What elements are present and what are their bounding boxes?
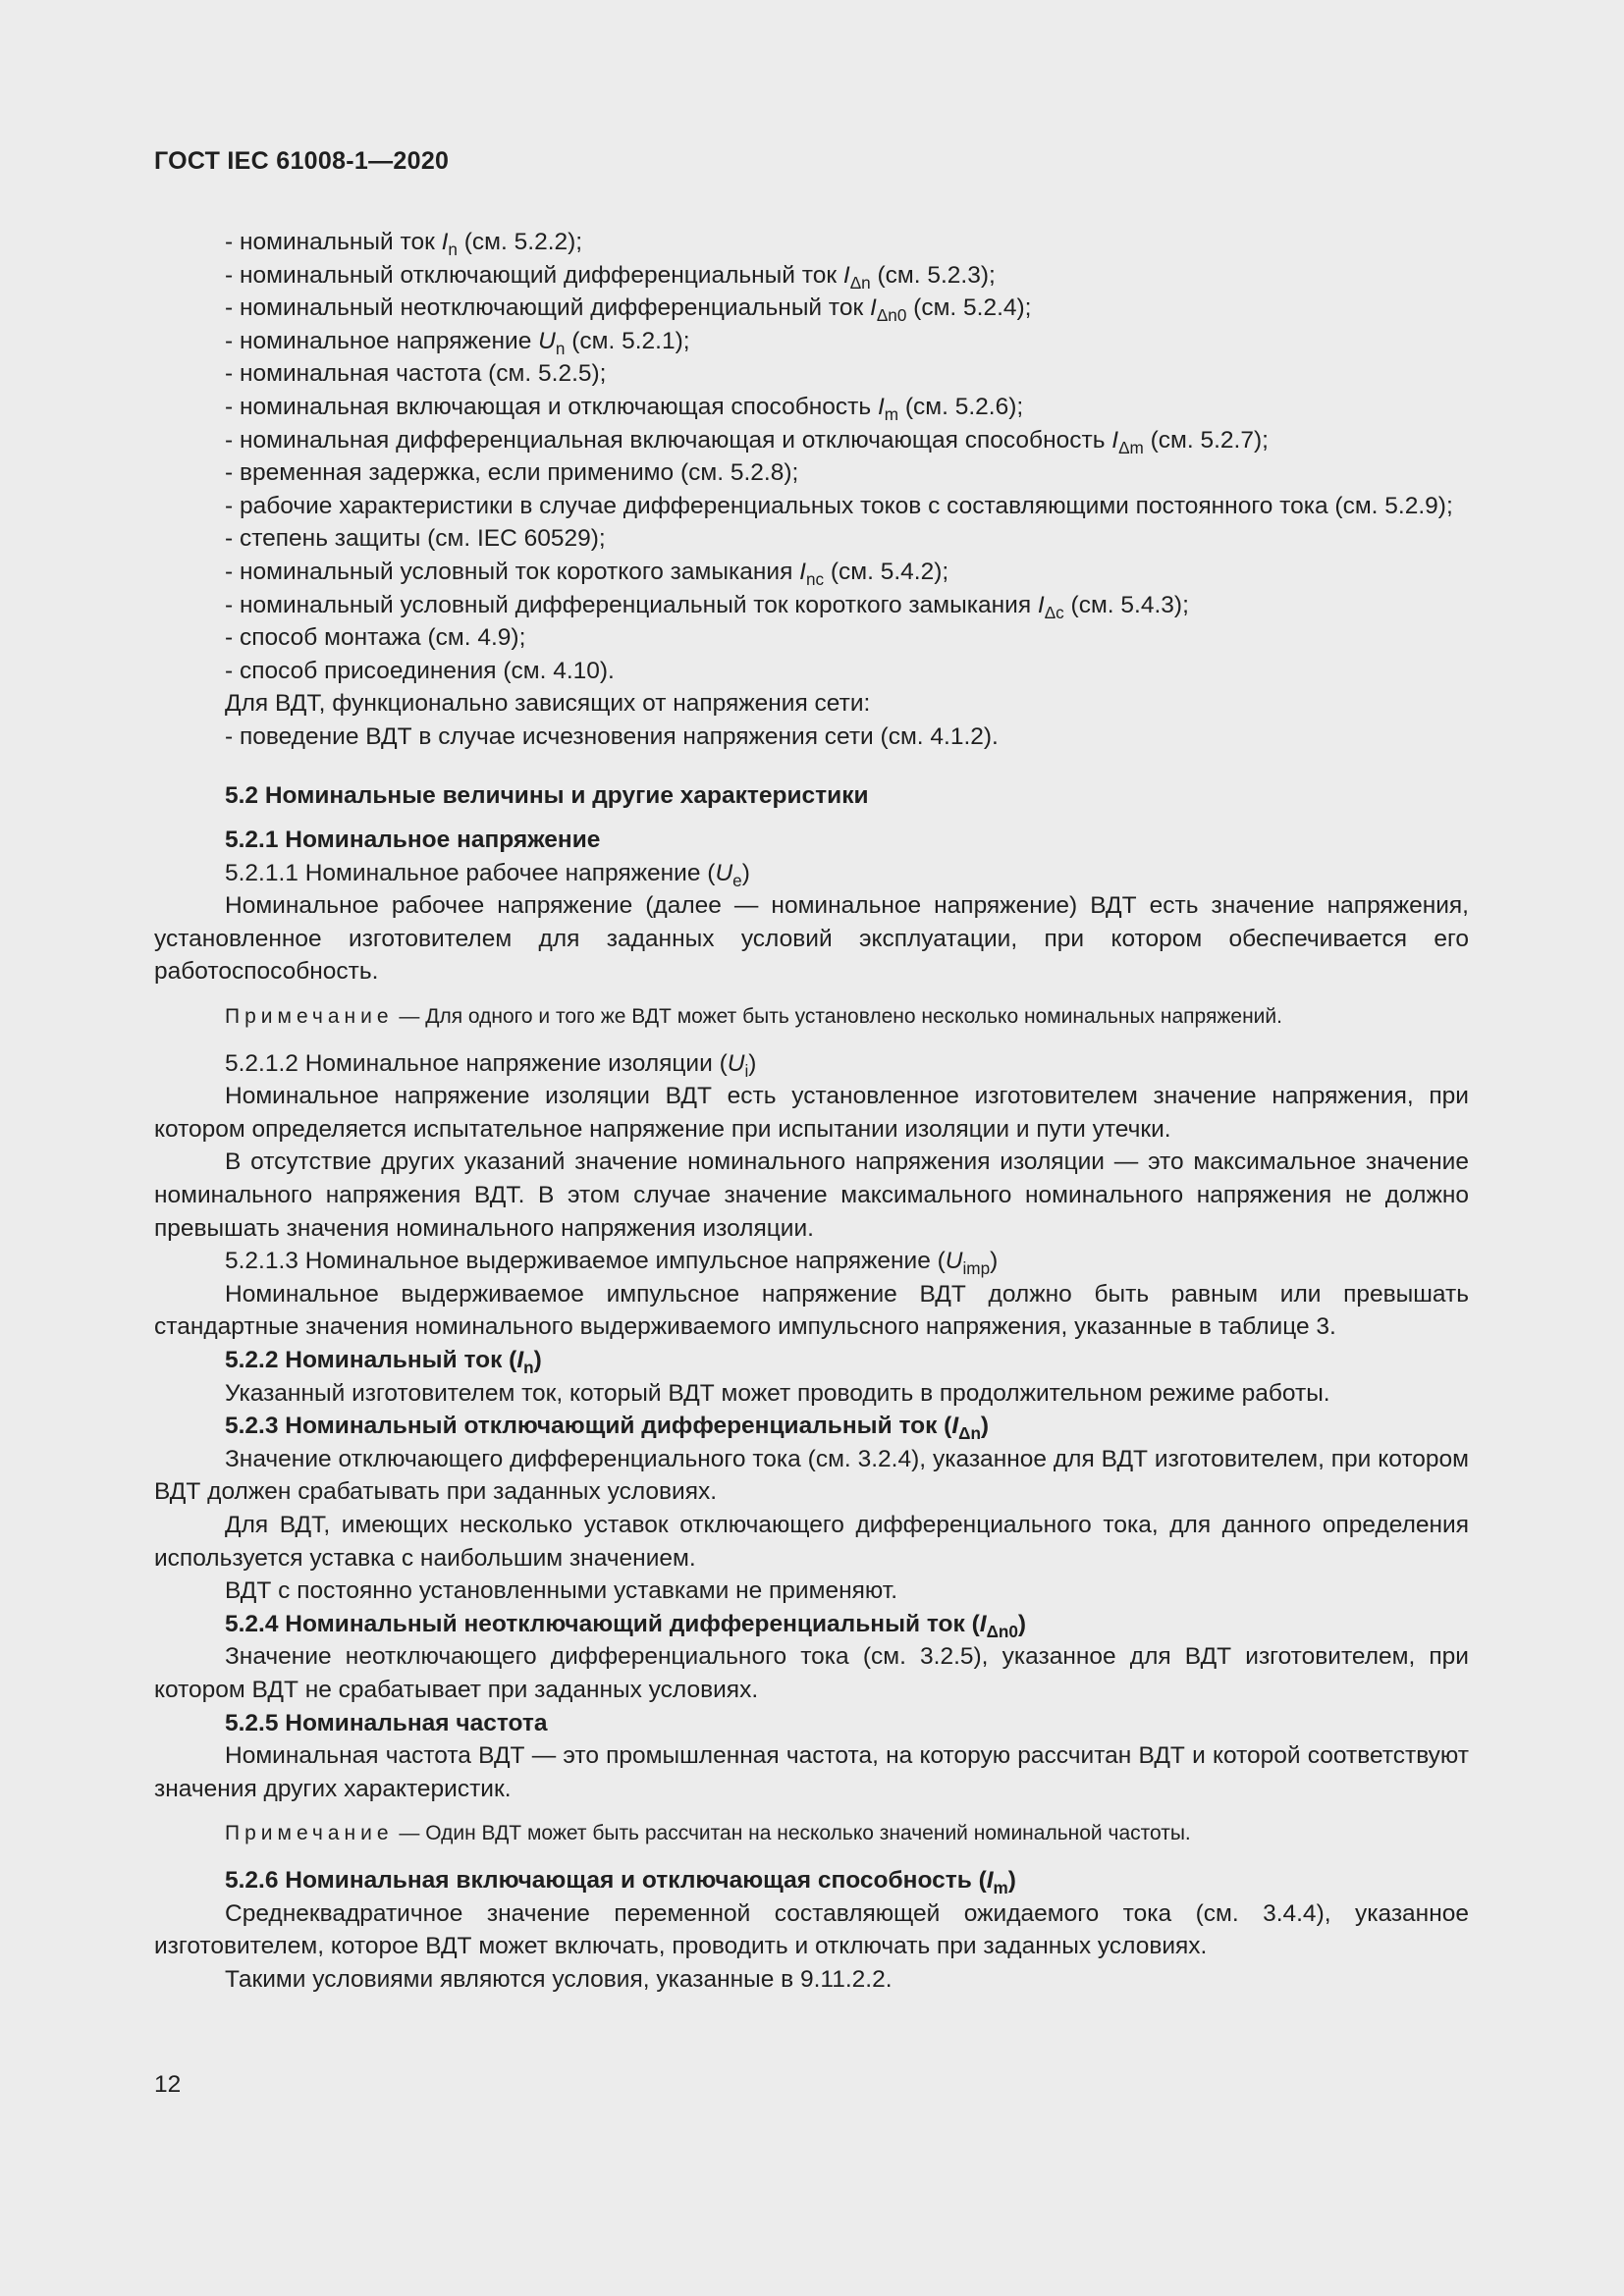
list-item: - номинальная дифференциальная включающая и отключающая способность $I_{\Delta m}$ (см. 5.2.7); [225, 426, 1269, 457]
section-heading-5-2-2: 5.2.2 Номинальный ток $(I_n)$ [225, 1347, 542, 1377]
list-item: - поведение ВДТ в случае исчезновения напряжения сети (см. 4.1.2). [225, 722, 999, 750]
list-item: - номинальный неотключающий дифференциальный ток $I_{\Delta n0}$ (см. 5.2.4); [225, 294, 1032, 326]
list-item: - степень защиты (см. IEC 60529); [225, 525, 606, 553]
subsection-title: 5.2.1.2 Номинальное напряжение изоляции $(U_i)$ [225, 1049, 757, 1081]
section-heading-5-2-1: 5.2.1 Номинальное напряжение [225, 827, 601, 854]
subsection-title: 5.2.1.1 Номинальное рабочее напряжение $(U_e)$ [225, 859, 750, 890]
document-body [154, 226, 1469, 1996]
note-label: Примечание [225, 1822, 394, 1845]
document-header: ГОСТ IEC 61008-1—2020 [154, 147, 450, 175]
paragraph: Значение неотключающего дифференциального тока (см. 3.2.5), указанное для ВДТ изготовителем, при котором ВДТ не срабатывает при заданных условиях. [154, 1643, 1469, 1703]
paragraph: Указанный изготовителем ток, который ВДТ может проводить в продолжительном режиме работы. [225, 1379, 1330, 1407]
paragraph: Для ВДТ, функционально зависящих от напряжения сети: [225, 690, 871, 718]
list-item: - рабочие характеристики в случае дифференциальных токов с составляющими постоянного тока (см. 5.2.9); [225, 492, 1453, 519]
paragraph: В отсутствие других указаний значение номинального напряжения изоляции — это максимальное значение номинального напряжения ВДТ. В этом случае значение максимального номинального напряжения не должно превышать значения номинального напряжения изоляции. [154, 1148, 1469, 1242]
section-heading-5-2-3: 5.2.3 Номинальный отключающий дифференциальный ток $(I_{\Delta n})$ [225, 1413, 990, 1444]
note [154, 1000, 1469, 1034]
note-text: — Для одного и того же ВДТ может быть установлено несколько номинальных напряжений. [399, 1005, 1282, 1029]
list-item: - временная задержка, если применимо (см. 5.2.8); [225, 459, 799, 487]
paragraph: Среднеквадратичное значение переменной составляющей ожидаемого тока (см. 3.4.4), указанное изготовителем, которое ВДТ может включать, проводить и отключать при заданных условиях. [154, 1899, 1469, 1960]
note-text: — Один ВДТ может быть рассчитан на несколько значений номинальной частоты. [399, 1822, 1191, 1845]
list-item: - способ монтажа (см. 4.9); [225, 624, 526, 652]
paragraph: ВДТ с постоянно установленными уставками не применяют. [225, 1577, 898, 1605]
list-item: - номинальный условный дифференциальный ток короткого замыкания $I_{\Delta c}$ (см. 5.4.3); [225, 591, 1189, 622]
paragraph: Для ВДТ, имеющих несколько уставок отключающего дифференциального тока, для данного определения используется уставка с наибольшим значением. [154, 1511, 1469, 1572]
paragraph: Такими условиями являются условия, указанные в 9.11.2.2. [225, 1965, 893, 1993]
section-heading-5-2-6: 5.2.6 Номинальная включающая и отключающая способность $(I_m)$ [225, 1866, 1016, 1897]
list-item: - номинальный ток $I_n$ (см. 5.2.2); [225, 229, 583, 259]
note-label: Примечание [225, 1005, 394, 1029]
paragraph: Номинальная частота ВДТ — это промышленная частота, на которую рассчитан ВДТ и которой соответствуют значения других характеристик. [154, 1742, 1469, 1802]
paragraph: Номинальное напряжение изоляции ВДТ есть установленное изготовителем значение напряжения, при котором определяется испытательное напряжение при испытании изоляции и пути утечки. [154, 1083, 1469, 1143]
section-heading-5-2-4: 5.2.4 Номинальный неотключающий дифференциальный ток $(I_{\Delta n0})$ [225, 1610, 1027, 1641]
paragraph: Номинальное рабочее напряжение (далее — номинальное напряжение) ВДТ есть значение напряжения, установленное изготовителем для заданных условий эксплуатации, при котором обеспечивается его работоспособность. [154, 892, 1469, 986]
paragraph: Номинальное выдерживаемое импульсное напряжение ВДТ должно быть равным или превышать стандартные значения номинального выдерживаемого импульсного напряжения, указанные в таблице 3. [154, 1280, 1469, 1341]
note [154, 1817, 1469, 1850]
list-item: - номинальное напряжение $U_n$ (см. 5.2.1); [225, 327, 690, 358]
list-item: - способ присоединения (см. 4.10). [225, 657, 615, 684]
subsection-title: 5.2.1.3 Номинальное выдерживаемое импульсное напряжение $(U_{imp})$ [225, 1248, 999, 1279]
paragraph: Значение отключающего дифференциального тока (см. 3.2.4), указанное для ВДТ изготовителем, при котором ВДТ должен срабатывать при заданных условиях. [154, 1445, 1469, 1506]
list-item: - номинальный условный ток короткого замыкания $I_{nc}$ (см. 5.4.2); [225, 558, 949, 589]
list-item: - номинальный отключающий дифференциальный ток $I_{\Delta n}$ (см. 5.2.3); [225, 261, 996, 293]
section-heading-5-2-5: 5.2.5 Номинальная частота [225, 1709, 548, 1736]
list-item: - номинальная частота (см. 5.2.5); [225, 360, 607, 388]
list-item: - номинальная включающая и отключающая способность $I_m$ (см. 5.2.6); [225, 393, 1024, 424]
section-heading-5-2: 5.2 Номинальные величины и другие характеристики [225, 781, 869, 809]
page-number: 12 [154, 2071, 182, 2098]
